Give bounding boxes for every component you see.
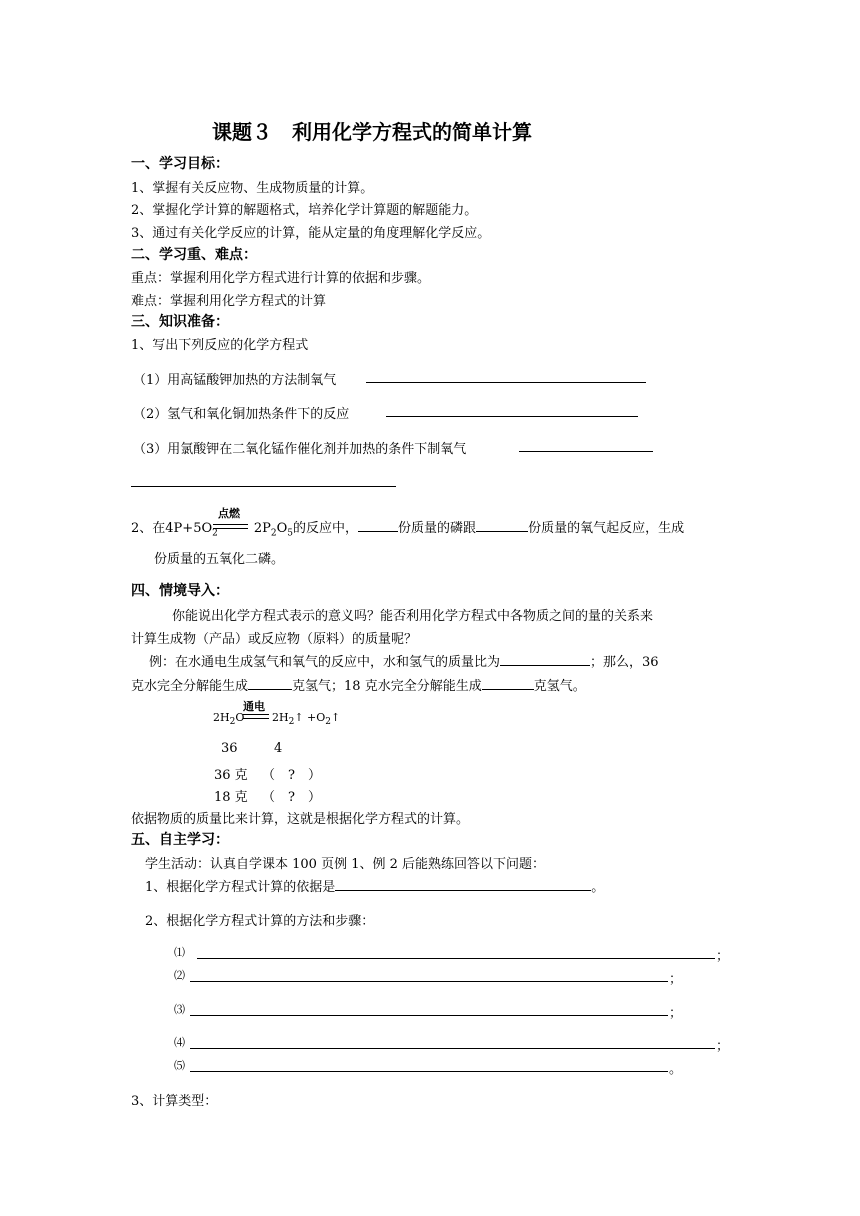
goal-item: 3、通过有关化学反应的计算，能从定量的角度理解化学反应。 xyxy=(131,226,491,241)
goal-item: 2、掌握化学计算的解题格式，培养化学计算题的解题能力。 xyxy=(131,203,478,218)
paragraph: 你能说出化学方程式表示的意义吗？能否利用化学方程式中各物质之间的量的关系来 xyxy=(172,609,654,624)
step-number: ⑵ xyxy=(174,969,185,982)
blank[interactable] xyxy=(476,517,528,532)
paragraph: 计算生成物（产品）或反应物（原料）的质量呢？ xyxy=(131,632,418,647)
section-heading-keypoints: 二、学习重、难点： xyxy=(131,247,257,263)
section-heading-goals: 一、学习目标： xyxy=(131,156,229,172)
ratio-value: 18 克 xyxy=(214,790,248,805)
step-end: 。 xyxy=(669,1062,683,1077)
self-study-q3: 3、计算类型： xyxy=(131,1094,218,1109)
blank[interactable] xyxy=(248,675,292,690)
answer-line[interactable] xyxy=(190,1071,668,1072)
answer-line[interactable] xyxy=(366,382,646,383)
page-title: 课题３ 利用化学方程式的简单计算 xyxy=(212,120,532,144)
step-number: ⑶ xyxy=(174,1003,185,1016)
step-number: ⑷ xyxy=(174,1036,185,1049)
answer-line[interactable] xyxy=(190,1048,715,1049)
conclusion: 依据物质的质量比来计算，这就是根据化学方程式的计算。 xyxy=(131,812,470,827)
step-end: ； xyxy=(716,949,730,964)
ratio-unknown: （ ? ） xyxy=(262,790,321,805)
reaction-condition: 点燃 xyxy=(218,507,240,520)
question-1c: （3）用氯酸钾在二氧化锰作催化剂并加热的条件下制氧气 xyxy=(133,442,467,457)
blank[interactable] xyxy=(358,517,398,532)
answer-line[interactable] xyxy=(386,416,638,417)
example-line: 例：在水通电生成氢气和氧气的反应中，水和氢气的质量比为 ；那么，36 xyxy=(149,651,659,670)
question-2: 2、在$4P+5O_2$ $2P_2O_5$的反应中， 份质量的磷跟 份质量的氧气起反应，生成 xyxy=(131,517,684,539)
example-line: 克水完全分解能生成 克氢气；18 克水完全分解能生成 克氢气。 xyxy=(131,675,586,694)
blank[interactable] xyxy=(335,876,591,891)
question-1: 1、写出下列反应的化学方程式 xyxy=(131,338,309,353)
section-heading-intro: 四、情境导入： xyxy=(131,583,229,599)
section-heading-preparation: 三、知识准备： xyxy=(131,314,229,330)
step-end: ； xyxy=(716,1039,730,1054)
blank[interactable] xyxy=(482,675,534,690)
answer-line[interactable] xyxy=(190,981,668,982)
answer-line[interactable] xyxy=(519,451,653,452)
step-end: ； xyxy=(669,1006,683,1021)
ratio-unknown: （ ? ） xyxy=(262,768,321,783)
self-study-q2: 2、根据化学方程式计算的方法和步骤： xyxy=(145,914,375,929)
reaction-condition: 通电 xyxy=(243,700,265,713)
goal-item: 1、掌握有关反应物、生成物质量的计算。 xyxy=(131,181,374,196)
keypoint-item: 难点：掌握利用化学方程式的计算 xyxy=(131,294,327,309)
activity-intro: 学生活动：认真自学课本 100 页例 1、例 2 后能熟练回答以下问题： xyxy=(145,857,546,872)
equation-rhs: $2H_2↑$ $+O_2↑$ xyxy=(272,711,341,728)
question-2-cont: 份质量的五氧化二磷。 xyxy=(154,552,285,567)
step-number: ⑸ xyxy=(174,1059,185,1072)
keypoint-item: 重点：掌握利用化学方程式进行计算的依据和步骤。 xyxy=(131,271,431,286)
answer-line[interactable] xyxy=(190,1015,668,1016)
ratio-value: 4 xyxy=(274,741,283,756)
step-end: ； xyxy=(669,972,683,987)
equation-lhs: $2H_2O$ xyxy=(213,711,245,728)
ratio-value: 36 克 xyxy=(214,768,248,783)
question-1b: （2）氢气和氧化铜加热条件下的反应 xyxy=(133,407,350,422)
section-heading-self-study: 五、自主学习： xyxy=(131,832,229,848)
answer-line[interactable] xyxy=(131,486,396,487)
blank[interactable] xyxy=(500,651,590,666)
question-1a: （1）用高锰酸钾加热的方法制氧气 xyxy=(133,373,337,388)
equals-sign xyxy=(243,714,269,719)
step-number: ⑴ xyxy=(174,946,185,959)
ratio-value: 36 xyxy=(221,741,238,756)
self-study-q1: 1、根据化学方程式计算的依据是 。 xyxy=(145,876,604,895)
answer-line[interactable] xyxy=(197,958,715,959)
